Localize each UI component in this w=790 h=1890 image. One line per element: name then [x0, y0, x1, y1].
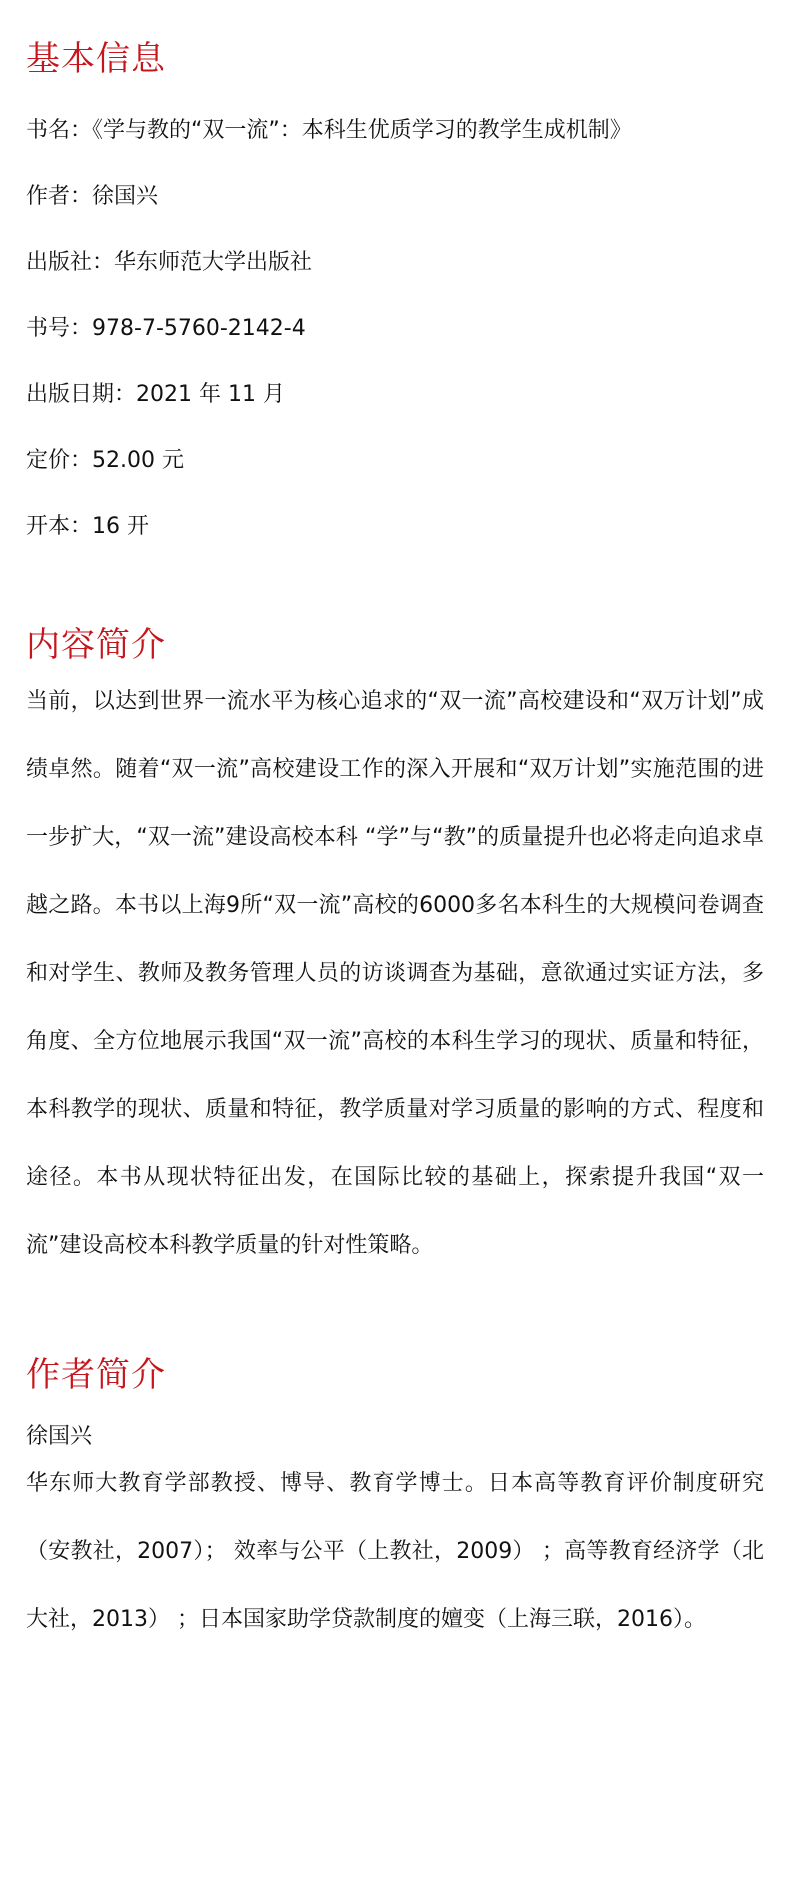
info-price-label: 定价：: [26, 448, 93, 473]
info-publish-date: [26, 384, 764, 406]
intro-paragraph: 当前，以达到世界一流水平为核心追求的“双一流”高校建设和“双万计划”成绩卓然。随着“双一流”高校建设工作的深入开展和“双万计划”实施范围的进一步扩大，“双一流”建设高校本科 “学”与“教”的质量提升也必将走向追求卓越之路。本书以上海9所“双一流”高校的6000多名本科生的大规模问卷调查和对学生、教师及教务管理人员的访谈调查为基础，意欲通过实证方法，多角度、全方位地展示我国“双一流”高校的本科生学习的现状、质量和特征，本科教学的现状、质量和特征，教学质量对学习质量的影响的方式、程度和途径。本书从现状特征出发，在国际比较的基础上，探索提升我国“双一流”建设高校本科教学质量的针对性策略。: [26, 689, 764, 1258]
info-title: [26, 120, 764, 142]
info-title-label: 书名：: [26, 118, 93, 143]
basic-info-heading: 基本信息: [26, 39, 166, 79]
info-title-value: 《学与教的“双一流”：本科生优质学习的教学生成机制》: [92, 118, 632, 143]
info-price: [26, 450, 764, 472]
info-isbn-value: 978-7-5760-2142-4: [92, 316, 306, 341]
info-publish-date-label: 出版日期：: [26, 382, 137, 407]
intro-heading: 内容简介: [26, 625, 166, 665]
info-author-value: 徐国兴: [92, 184, 159, 209]
basic-info-list: [26, 120, 764, 538]
author-bio-paragraph: 华东师大教育学部教授、博导、教育学博士。日本高等教育评价制度研究（安教社，2007）； 效率与公平（上教社，2009） ；高等教育经济学（北大社，2013） ；日本国家助学贷款制度的嬗变（上海三联，2016）。: [26, 1471, 764, 1632]
info-publisher: [26, 252, 764, 274]
info-publisher-value: 华东师范大学出版社: [114, 250, 313, 275]
author-name: 徐国兴: [26, 1424, 93, 1449]
info-format-label: 开本：: [26, 514, 93, 539]
info-author-label: 作者：: [26, 184, 93, 209]
info-publisher-label: 出版社：: [26, 250, 115, 275]
author-heading: 作者简介: [26, 1355, 166, 1395]
info-isbn-label: 书号：: [26, 316, 93, 341]
info-price-value: 52.00 元: [92, 448, 184, 473]
info-publish-date-value: 2021 年 11 月: [136, 382, 285, 407]
info-format-value: 16 开: [92, 514, 150, 539]
info-isbn: [26, 318, 764, 340]
info-format: [26, 516, 764, 538]
info-author: [26, 186, 764, 208]
